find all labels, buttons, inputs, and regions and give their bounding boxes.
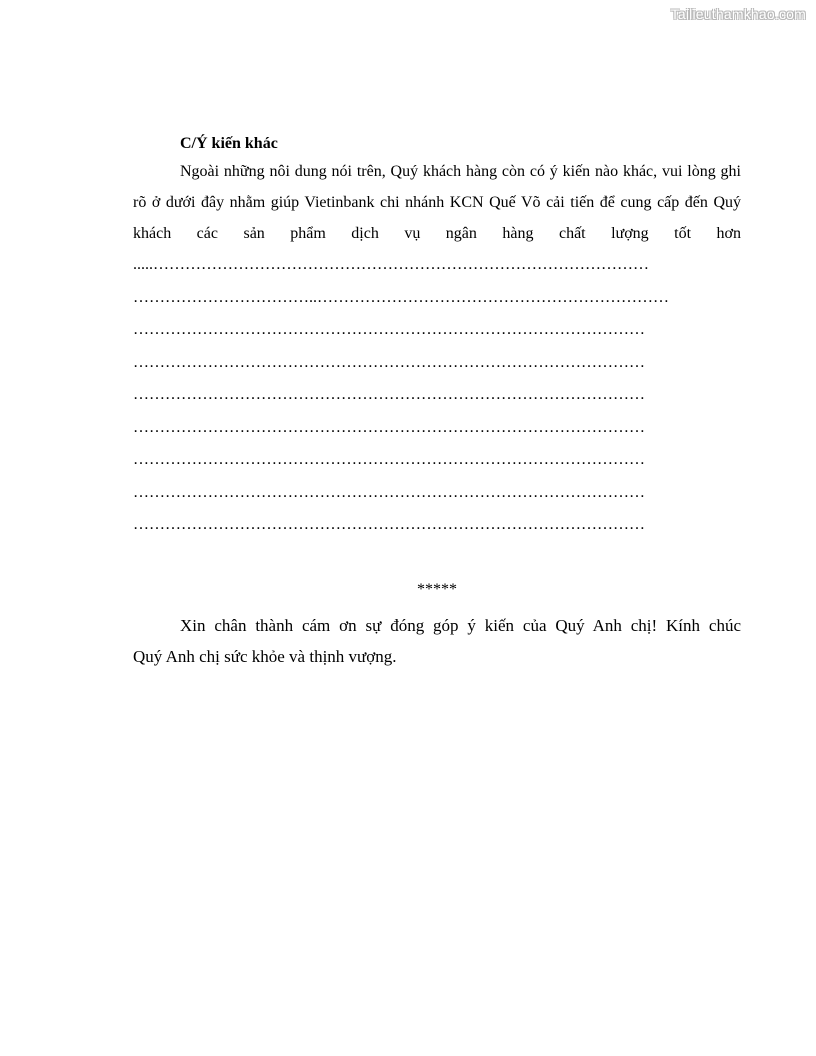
answer-lines (133, 249, 741, 542)
answer-line: …………………………………………………………………………………… (133, 418, 645, 436)
survey-page-content (133, 132, 741, 672)
section-heading: C/Ý kiến khác (180, 135, 278, 152)
closing-line-2: Quý Anh chị sức khỏe và thịnh vượng. (133, 646, 397, 666)
intro-paragraph: Ngoài những nôi dung nói trên, Quý khách hàng còn có ý kiến nào khác, vui lòng ghi rõ ở dưới đây nhằm giúp Vietinbank chi nhánh KCN Quế Võ cải tiến để cung cấp đến Quý khách các sản phẩm dịch vụ ngân hàng chất lượng tốt hơn (133, 163, 741, 242)
answer-line: .....………………………………………………………………………………… (133, 256, 649, 273)
answer-line: …………………………………………………………………………………… (133, 516, 645, 533)
answer-line: …………………………………………………………………………………… (133, 386, 645, 403)
answer-line: …………………………………………………………………………………… (133, 451, 645, 468)
answer-line: …………………………………………………………………………………… (133, 353, 645, 371)
answer-line: ……………………………..………………………………………………………… (133, 288, 669, 306)
watermark-text: Tailieuthamkhao.com (670, 6, 806, 22)
closing-paragraph (133, 610, 741, 672)
answer-line: …………………………………………………………………………………… (133, 483, 645, 501)
answer-line: …………………………………………………………………………………… (133, 321, 645, 338)
closing-line-1: Xin chân thành cám ơn sự đóng góp ý kiến của Quý Anh chị! Kính chúc (180, 615, 741, 635)
separator-stars: ***** (417, 580, 457, 598)
